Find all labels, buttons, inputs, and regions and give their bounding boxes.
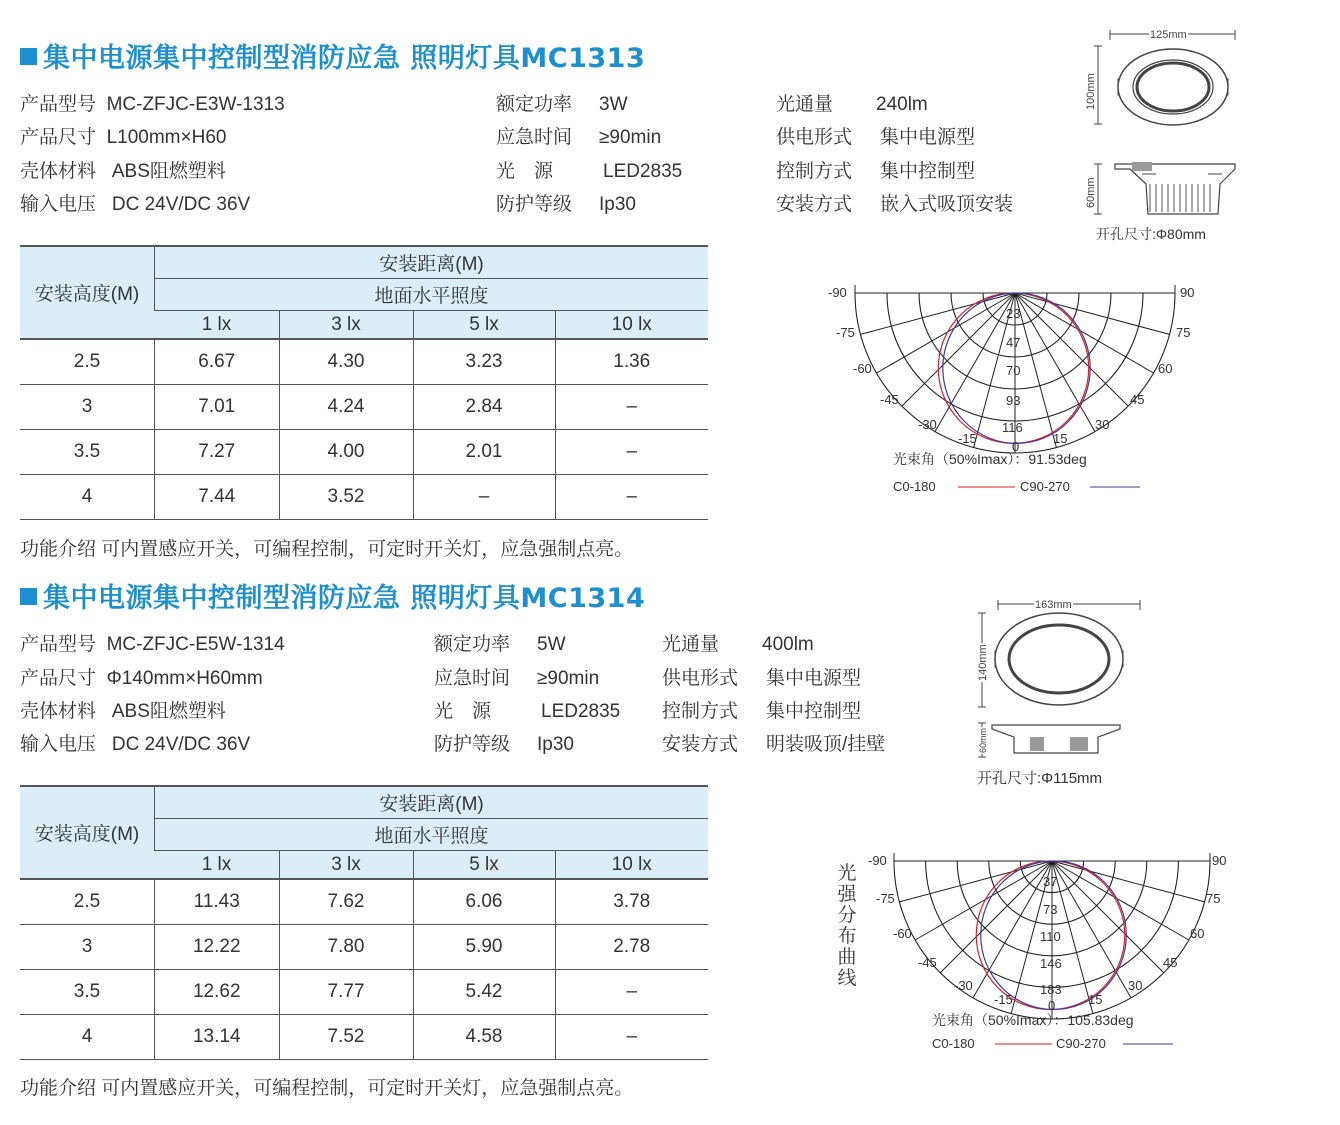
angle-label: -30: [954, 978, 973, 993]
radial-label: 183: [1040, 982, 1062, 997]
table-cell: 7.52: [279, 1015, 413, 1060]
angle-label: -30: [918, 417, 937, 432]
beam-angle: 光束角（50%Imax）：105.83deg: [932, 1012, 1134, 1028]
angle-label: -90: [868, 853, 887, 868]
polar-spoke: [1015, 293, 1095, 432]
spec-light-source: 光 源 LED2835: [434, 701, 621, 722]
table-cell: 3.78: [555, 879, 708, 925]
row-header: 安装高度(M): [20, 246, 155, 339]
polar-spoke: [940, 861, 1052, 973]
table-cell: 4.58: [413, 1015, 555, 1060]
angle-label: 90: [1212, 853, 1227, 868]
column-header: 10 lx: [555, 311, 708, 340]
angle-label: -60: [893, 926, 912, 941]
table-cell: 4: [20, 475, 155, 520]
table-cell: 7.62: [279, 879, 413, 925]
width-dimension: 125mm: [1150, 29, 1187, 41]
table-cell: 2.78: [555, 925, 708, 970]
table-cell: 2.84: [413, 385, 555, 430]
sub-header: 地面水平照度: [155, 819, 709, 851]
table-cell: 4.24: [279, 385, 413, 430]
angle-label: 75: [1176, 325, 1191, 340]
spec-luminous-flux: 光通量 400lm: [662, 634, 814, 655]
table-cell: –: [555, 970, 708, 1015]
angle-label: 30: [1128, 978, 1143, 993]
column-header: 1 lx: [155, 851, 280, 880]
table-cell: 3: [20, 385, 155, 430]
polar-spoke: [860, 293, 1015, 334]
spec-material: 壳体材料 ABS阻燃塑料: [20, 161, 226, 182]
angle-label: -45: [918, 955, 937, 970]
table-cell: 11.43: [155, 879, 280, 925]
polar-spoke: [1015, 293, 1170, 334]
column-header: 5 lx: [413, 311, 555, 340]
angle-label: 60: [1158, 361, 1173, 376]
polar-spoke: [1052, 861, 1189, 940]
spec-emergency-time: 应急时间 ≥90min: [434, 668, 600, 689]
table-cell: 7.27: [155, 430, 280, 475]
spec-installation: 安装方式 嵌入式吸顶安装: [776, 194, 1014, 215]
spec-power: 额定功率 3W: [496, 94, 628, 115]
table-cell: 5.42: [413, 970, 555, 1015]
angle-label: -45: [880, 392, 899, 407]
column-header: 5 lx: [413, 851, 555, 880]
spec-size: 产品尺寸 L100mm×H60: [20, 127, 227, 148]
table-cell: 13.14: [155, 1015, 280, 1060]
angle-label: -15: [958, 431, 977, 446]
table-cell: 6.06: [413, 879, 555, 925]
table-cell: 2.5: [20, 339, 155, 385]
polar-spoke: [1052, 861, 1205, 902]
table-cell: 3.23: [413, 339, 555, 385]
cutout-size: 开孔尺寸:Φ80mm: [1096, 226, 1206, 242]
table-cell: 4: [20, 1015, 155, 1060]
height-dimension: 100mm: [1085, 73, 1097, 110]
polar-chart: [0, 565, 1340, 1125]
table-cell: 12.62: [155, 970, 280, 1015]
sub-header: 地面水平照度: [155, 279, 709, 311]
angle-label: 15: [1053, 431, 1068, 446]
polar-spoke: [1015, 293, 1154, 373]
table-cell: –: [555, 475, 708, 520]
table-cell: 4.00: [279, 430, 413, 475]
width-dimension: 163mm: [1035, 599, 1072, 611]
angle-label: 0: [1048, 998, 1056, 1013]
table-cell: 3: [20, 925, 155, 970]
table-cell: 3.5: [20, 970, 155, 1015]
cutout-size: 开孔尺寸:Φ115mm: [977, 770, 1103, 787]
table-cell: 6.67: [155, 339, 280, 385]
depth-dimension: 60mm: [978, 727, 988, 753]
angle-label: 0: [1012, 439, 1020, 454]
table-cell: 2.01: [413, 430, 555, 475]
table-cell: 3.52: [279, 475, 413, 520]
angle-label: -75: [836, 325, 855, 340]
legend-c0: C0-180: [893, 479, 936, 494]
column-header: 3 lx: [279, 851, 413, 880]
angle-label: -60: [853, 361, 872, 376]
radial-label: 116: [1002, 420, 1023, 435]
radial-label: 146: [1040, 956, 1062, 971]
spec-installation: 安装方式 明装吸顶/挂壁: [662, 734, 886, 755]
angle-label: -75: [876, 891, 895, 906]
product-section-2: [0, 565, 1340, 1125]
polar-side-label: 光 强 分 布 曲 线: [837, 862, 857, 989]
radial-label: 37: [1043, 874, 1058, 889]
table-cell: 1.36: [555, 339, 708, 385]
column-header: 3 lx: [279, 311, 413, 340]
angle-label: -15: [994, 992, 1013, 1007]
table-cell: 7.44: [155, 475, 280, 520]
beam-angle: 光束角（50%Imax）：91.53deg: [893, 451, 1087, 467]
polar-spoke: [935, 293, 1015, 432]
radial-label: 93: [1006, 393, 1021, 408]
legend-c0: C0-180: [932, 1036, 975, 1051]
polar-spoke: [899, 861, 1052, 902]
spec-protection: 防护等级 Ip30: [496, 194, 636, 215]
spec-protection: 防护等级 Ip30: [434, 734, 574, 755]
polar-spoke: [1015, 293, 1128, 406]
legend-c90: C90-270: [1020, 479, 1070, 494]
spec-emergency-time: 应急时间 ≥90min: [496, 127, 662, 148]
table-cell: 7.01: [155, 385, 280, 430]
depth-dimension: 60mm: [1085, 177, 1097, 208]
feature-description: 功能介绍 可内置感应开关，可编程控制，可定时开关灯，应急强制点亮。: [20, 1078, 634, 1099]
table-cell: 3.5: [20, 430, 155, 475]
radial-label: 70: [1006, 363, 1021, 378]
product-title: 集中电源集中控制型消防应急 照明灯具MC1314: [20, 576, 645, 615]
column-header: 1 lx: [155, 311, 280, 340]
row-header: 安装高度(M): [20, 786, 155, 879]
column-header: 10 lx: [555, 851, 708, 880]
radial-label: 23: [1006, 306, 1021, 321]
table-cell: 7.77: [279, 970, 413, 1015]
spec-luminous-flux: 光通量 240lm: [776, 94, 928, 115]
spec-power: 额定功率 5W: [434, 634, 566, 655]
table-cell: 12.22: [155, 925, 280, 970]
spec-model: 产品型号 MC-ZFJC-E3W-1313: [20, 94, 285, 115]
polar-spoke: [915, 861, 1052, 940]
spec-voltage: 输入电压 DC 24V/DC 36V: [20, 194, 251, 215]
radial-label: 73: [1043, 902, 1058, 917]
spec-power-supply: 供电形式 集中电源型: [776, 127, 976, 148]
angle-label: 90: [1180, 285, 1195, 300]
spec-control: 控制方式 集中控制型: [776, 161, 976, 182]
table-cell: –: [555, 1015, 708, 1060]
table-cell: –: [555, 430, 708, 475]
table-cell: 2.5: [20, 879, 155, 925]
group-header: 安装距离(M): [155, 246, 709, 279]
spec-power-supply: 供电形式 集中电源型: [662, 668, 862, 689]
product-title: 集中电源集中控制型消防应急 照明灯具MC1313: [20, 36, 645, 75]
polar-spoke: [876, 293, 1015, 373]
angle-label: 15: [1088, 992, 1103, 1007]
height-dimension: 140mm: [977, 644, 989, 681]
spec-voltage: 输入电压 DC 24V/DC 36V: [20, 734, 251, 755]
radial-label: 47: [1006, 335, 1021, 350]
angle-label: 45: [1163, 955, 1178, 970]
table-cell: 5.90: [413, 925, 555, 970]
table-cell: 7.80: [279, 925, 413, 970]
group-header: 安装距离(M): [155, 786, 709, 819]
table-cell: –: [413, 475, 555, 520]
spec-model: 产品型号 MC-ZFJC-E5W-1314: [20, 634, 285, 655]
angle-label: 45: [1130, 392, 1145, 407]
table-cell: –: [555, 385, 708, 430]
polar-spoke: [902, 293, 1015, 406]
table-cell: 4.30: [279, 339, 413, 385]
feature-description: 功能介绍 可内置感应开关，可编程控制，可定时开关灯，应急强制点亮。: [20, 539, 634, 560]
spec-size: 产品尺寸 Φ140mm×H60mm: [20, 668, 263, 689]
spec-light-source: 光 源 LED2835: [496, 161, 683, 182]
angle-label: 75: [1206, 891, 1221, 906]
polar-spoke: [1052, 861, 1164, 973]
spec-control: 控制方式 集中控制型: [662, 701, 862, 722]
polar-spoke: [1052, 861, 1131, 998]
angle-label: 30: [1095, 417, 1110, 432]
radial-label: 110: [1040, 929, 1061, 944]
angle-label: -90: [828, 285, 847, 300]
legend-c90: C90-270: [1056, 1036, 1106, 1051]
angle-label: 60: [1190, 926, 1205, 941]
spec-material: 壳体材料 ABS阻燃塑料: [20, 701, 226, 722]
